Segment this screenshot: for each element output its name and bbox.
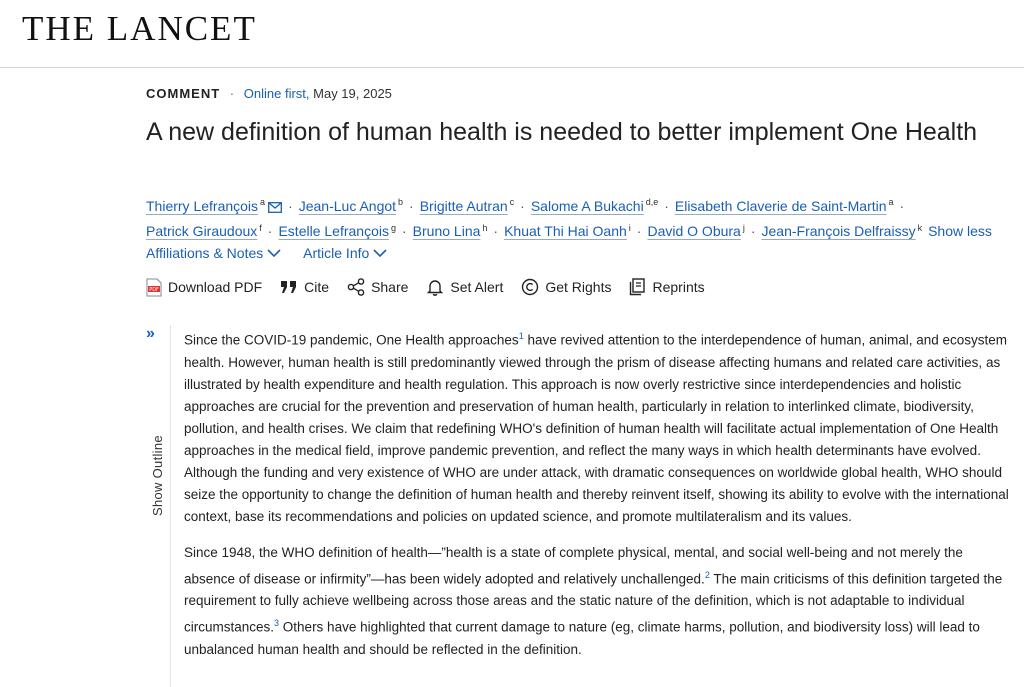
reprints-icon — [629, 278, 646, 296]
author-item — [299, 198, 403, 214]
author-item — [675, 198, 894, 214]
author-link[interactable]: Thierry Lefrançois — [146, 197, 259, 214]
paragraph-text: have revived attention to the interdependence of human, animal, and ecosystem health. However, human health is still predominantly viewed through the prism of disease affecting humans and related care activities, as illustrated by health expenditure and health regulation. This approach is now overly restrictive since interdependencies and holistic approaches are crucial for the prevention and preservation of human health, particularly in relation to interlinked climate, biodiversity, pollution, and health crises. We claim that redefining WHO's definition of human health will facilitate actual implementation of One Health approaches in the medical field, improve pandemic prevention, and reflect the many ways in which health determinants have evolved. Although the funding and very existence of WHO are under attack, with dramatic consequences on worldwide global health, WHO should seize the opportunity to change the definition of human health and thereby reinvent itself, showing its ability to evolve with the international context, base its recommendations and policies on updated science, and promote multilateralism and its values. — [184, 332, 1009, 524]
quote-icon — [280, 280, 298, 294]
author-item — [278, 223, 396, 239]
reprints-label: Reprints — [652, 279, 705, 295]
author-separator: · — [899, 197, 905, 214]
body-paragraph — [184, 325, 1010, 528]
show-less-link[interactable]: Show less — [928, 223, 992, 240]
author-affiliation-sup: k — [917, 222, 923, 233]
author-link[interactable]: David O Obura — [647, 223, 741, 240]
masthead — [0, 0, 1024, 68]
author-link[interactable]: Salome A Bukachi — [530, 197, 644, 214]
paragraph-text: Others have highlighted that current damage to nature (eg, climate harms, pollution, and biodiversity loss) will lead to unbalanced human health and should be reflected in the definition. — [184, 619, 980, 657]
author-link[interactable]: Khuat Thi Hai Oanh — [504, 223, 627, 240]
meta-separator: · — [229, 86, 235, 101]
author-item — [146, 198, 282, 214]
author-affiliation-sup: g — [390, 222, 396, 233]
double-chevron-right-icon[interactable]: » — [146, 325, 155, 342]
article-meta — [146, 86, 392, 102]
bell-icon — [426, 278, 444, 296]
get-rights-button[interactable] — [521, 277, 611, 297]
author-separator: · — [520, 197, 525, 214]
pdf-icon — [146, 278, 162, 297]
article-details-row — [146, 244, 405, 262]
body-paragraph — [184, 542, 1010, 661]
author-separator: · — [493, 223, 499, 240]
download-pdf-button[interactable] — [146, 277, 262, 297]
author-separator: · — [409, 197, 414, 214]
paragraph-text: The main criticisms of this definition targeted the requirement to fully achieve wellbeing across those areas and the static nature of the definition, which is not adaptable to individual circumstances. — [184, 571, 1003, 635]
affiliations-notes-toggle[interactable] — [146, 244, 281, 262]
author-link[interactable]: Elisabeth Claverie de Saint-Martin — [674, 197, 887, 214]
author-separator: · — [750, 223, 756, 240]
author-separator: · — [664, 197, 669, 214]
share-button[interactable] — [347, 277, 408, 297]
cite-label: Cite — [304, 279, 330, 295]
set-alert-button[interactable] — [426, 277, 503, 297]
online-first-link[interactable]: Online first, — [243, 86, 310, 101]
author-affiliation-sup: d,e — [645, 197, 659, 207]
author-separator: · — [636, 223, 642, 240]
author-link[interactable]: Brigitte Autran — [419, 197, 508, 214]
reference-link[interactable]: 3 — [274, 618, 280, 628]
show-outline-label[interactable]: Show Outline — [150, 435, 165, 516]
email-icon[interactable] — [268, 202, 282, 213]
author-link[interactable]: Jean-François Delfraissy — [761, 223, 916, 240]
author-affiliation-sup: i — [628, 222, 631, 233]
share-label: Share — [371, 279, 409, 295]
author-item — [413, 223, 488, 239]
download-pdf-label: Download PDF — [168, 279, 263, 295]
affiliations-label: Affiliations & Notes — [146, 245, 264, 261]
article-info-toggle[interactable] — [303, 244, 387, 262]
publication-date: May 19, 2025 — [313, 86, 392, 101]
author-item — [504, 223, 631, 239]
set-alert-label: Set Alert — [450, 279, 504, 295]
author-link[interactable]: Bruno Lina — [412, 223, 481, 240]
author-item — [647, 223, 744, 239]
article-toolbar — [146, 277, 723, 297]
author-affiliation-sup: j — [742, 222, 745, 233]
paragraph-text: Since 1948, the WHO definition of health—”health is a state of complete physical, mental, and social well-being and not merely the absence of disease or infirmity”—has been widely adopted and relatively unchallenged. — [184, 544, 963, 586]
author-affiliation-sup: f — [259, 222, 262, 233]
article-info-label: Article Info — [303, 245, 370, 261]
lancet-logo[interactable]: THE LANCET — [22, 9, 257, 48]
author-link[interactable]: Patrick Giraudoux — [146, 223, 258, 240]
author-item — [762, 223, 923, 239]
author-separator: · — [267, 223, 273, 240]
chevron-down-icon — [267, 249, 281, 258]
reference-link[interactable]: 2 — [704, 569, 710, 580]
article-body — [184, 325, 1010, 675]
author-separator: · — [288, 197, 293, 214]
cite-button[interactable] — [280, 277, 329, 297]
chevron-down-icon — [373, 249, 387, 258]
author-item — [420, 198, 514, 214]
svg-text:PDF: PDF — [149, 286, 159, 293]
author-link[interactable]: Estelle Lefrançois — [278, 223, 389, 240]
reference-link[interactable]: 1 — [518, 331, 524, 341]
article-type: COMMENT — [146, 86, 221, 101]
author-item — [531, 198, 658, 214]
copyright-icon — [521, 278, 539, 296]
author-link[interactable]: Jean-Luc Angot — [298, 197, 397, 214]
author-affiliation-sup: b — [398, 197, 404, 207]
get-rights-label: Get Rights — [545, 279, 612, 295]
author-affiliation-sup: h — [482, 222, 488, 233]
author-affiliation-sup: c — [509, 197, 515, 207]
outline-sidebar[interactable] — [146, 325, 171, 687]
paragraph-text: Since the COVID-19 pandemic, One Health approaches — [184, 332, 519, 348]
author-item — [146, 223, 262, 239]
author-affiliation-sup: a — [260, 197, 266, 207]
author-list — [146, 191, 1016, 242]
author-separator: · — [402, 223, 407, 240]
share-icon — [347, 278, 365, 296]
reprints-button[interactable] — [629, 277, 704, 297]
author-affiliation-sup: a — [888, 197, 894, 207]
article-title: A new definition of human health is needed to better implement One Health — [146, 118, 978, 146]
